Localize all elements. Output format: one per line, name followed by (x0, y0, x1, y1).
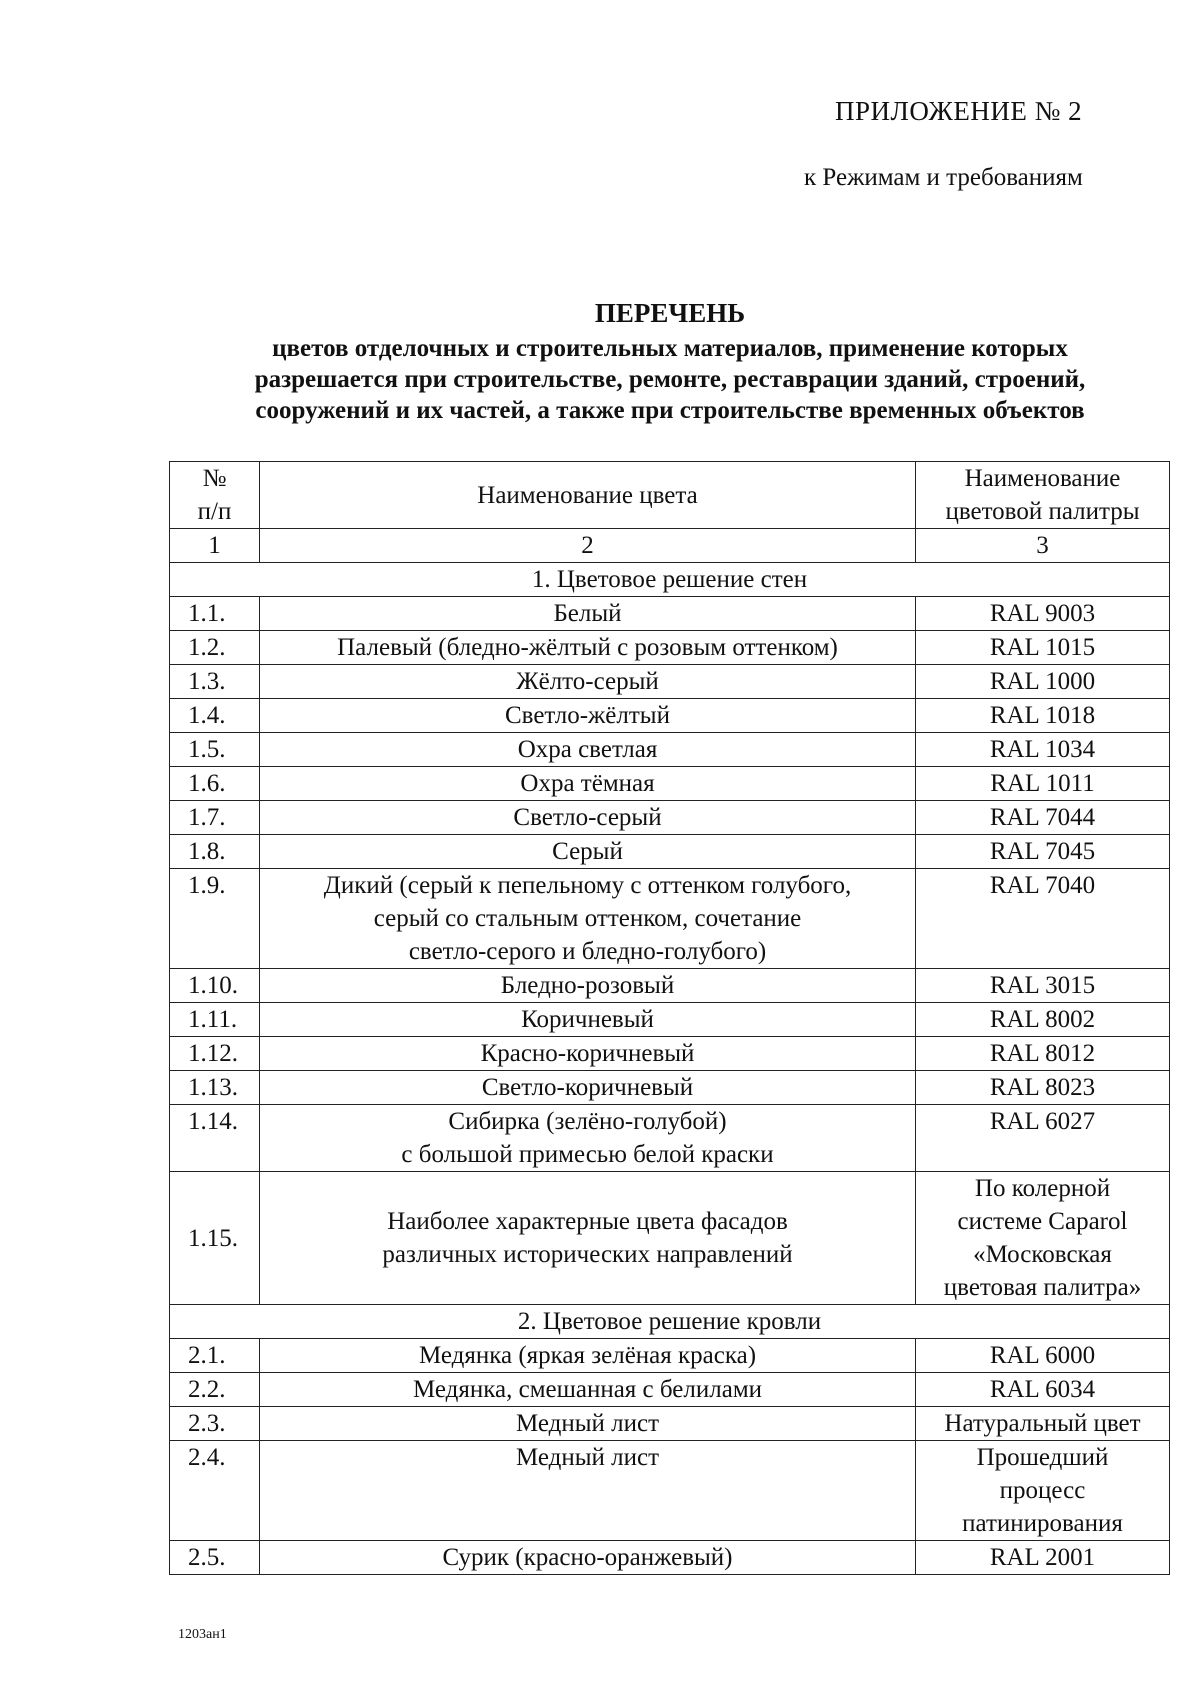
section-title: 1. Цветовое решение стен (170, 563, 1170, 597)
palette-cell (916, 733, 1170, 767)
color-name-line: с большой примесью белой краски (401, 1141, 774, 1168)
row-number: 1.9. (170, 869, 260, 969)
palette-line: RAL 7045 (989, 838, 1096, 865)
table-row (170, 869, 1170, 969)
color-name-cell (260, 801, 916, 835)
palette-line: RAL 8012 (989, 1040, 1096, 1067)
color-name-line: серый со стальным оттенком, сочетание (373, 905, 802, 932)
color-name-cell (260, 631, 916, 665)
palette-line: Натуральный цвет (944, 1410, 1141, 1437)
palette-line: «Московская (973, 1241, 1112, 1268)
table-row (170, 1441, 1170, 1541)
color-name-line: различных исторических направлений (382, 1241, 793, 1268)
color-name-line: Медянка (яркая зелёная краска) (418, 1342, 757, 1369)
row-number: 1.1. (170, 597, 260, 631)
heading-line-3: сооружений и их частей, а также при строительстве временных объектов (255, 397, 1085, 424)
document-heading (160, 296, 1180, 426)
color-name-line: Медный лист (515, 1444, 660, 1471)
palette-line: RAL 9003 (989, 600, 1096, 627)
palette-line: RAL 2001 (989, 1544, 1096, 1571)
row-number: 2.1. (170, 1339, 260, 1373)
row-number: 1.2. (170, 631, 260, 665)
table-row (170, 801, 1170, 835)
palette-cell (916, 1037, 1170, 1071)
color-name-line: Медянка, смешанная с белилами (412, 1376, 763, 1403)
appendix-subtitle: к Режимам и требованиям (804, 164, 1083, 191)
row-number: 1.14. (170, 1105, 260, 1172)
palette-cell (916, 835, 1170, 869)
color-name-line: Наиболее характерные цвета фасадов (387, 1208, 788, 1235)
palette-cell (916, 597, 1170, 631)
palette-line: RAL 1011 (990, 770, 1095, 797)
table-row (170, 699, 1170, 733)
header-palette-cell (916, 462, 1170, 529)
row-number: 1.12. (170, 1037, 260, 1071)
table-row (170, 1037, 1170, 1071)
header-palette-line-2: цветовой палитры (945, 498, 1140, 525)
table-row (170, 733, 1170, 767)
colors-table-body (170, 462, 1170, 1575)
palette-cell (916, 1339, 1170, 1373)
color-name-line: Охра тёмная (520, 770, 655, 797)
color-name-line: Жёлто-серый (516, 668, 659, 695)
row-number: 1.3. (170, 665, 260, 699)
color-name-cell (260, 699, 916, 733)
table-row (170, 631, 1170, 665)
palette-cell (916, 1172, 1170, 1305)
table-row (170, 1105, 1170, 1172)
row-number: 1.6. (170, 767, 260, 801)
color-name-cell (260, 1003, 916, 1037)
color-name-cell (260, 1105, 916, 1172)
table-header-row (170, 462, 1170, 529)
heading-line-2: разрешается при строительстве, ремонте, реставрации зданий, строений, (254, 366, 1086, 393)
column-number-2: 2 (260, 529, 916, 563)
palette-cell (916, 1373, 1170, 1407)
palette-cell (916, 1105, 1170, 1172)
color-name-cell (260, 1071, 916, 1105)
row-number: 2.5. (170, 1541, 260, 1575)
color-name-line: светло-серого и бледно-голубого) (408, 938, 767, 965)
color-name-cell (260, 1407, 916, 1441)
table-row (170, 1373, 1170, 1407)
row-number: 1.13. (170, 1071, 260, 1105)
row-number: 2.4. (170, 1441, 260, 1541)
column-number-3: 3 (916, 529, 1170, 563)
table-row (170, 1003, 1170, 1037)
color-name-line: Красно-коричневый (480, 1040, 695, 1067)
color-name-line: Палевый (бледно-жёлтый с розовым оттенком) (337, 634, 838, 661)
table-row (170, 969, 1170, 1003)
table-row (170, 1071, 1170, 1105)
palette-cell (916, 1407, 1170, 1441)
palette-line: RAL 3015 (989, 972, 1096, 999)
color-name-line: Медный лист (515, 1410, 660, 1437)
row-number: 1.15. (170, 1172, 260, 1305)
column-number-row (170, 529, 1170, 563)
row-number: 1.5. (170, 733, 260, 767)
color-name-cell (260, 1441, 916, 1541)
heading-title: ПЕРЕЧЕНЬ (594, 298, 746, 328)
column-number-1: 1 (170, 529, 260, 563)
color-name-cell (260, 597, 916, 631)
palette-line: RAL 8002 (989, 1006, 1096, 1033)
palette-cell (916, 699, 1170, 733)
table-row (170, 665, 1170, 699)
palette-line: RAL 7044 (989, 804, 1096, 831)
palette-line: RAL 1000 (989, 668, 1096, 695)
header-name-cell: Наименование цвета (260, 462, 916, 529)
palette-cell (916, 1003, 1170, 1037)
palette-line: процесс (999, 1477, 1086, 1504)
palette-cell (916, 801, 1170, 835)
table-row (170, 597, 1170, 631)
row-number: 1.4. (170, 699, 260, 733)
color-name-line: Коричневый (521, 1006, 654, 1033)
color-name-line: Сибирка (зелёно-голубой) (448, 1108, 727, 1135)
palette-cell (916, 665, 1170, 699)
row-number: 1.10. (170, 969, 260, 1003)
color-name-line: Светло-жёлтый (505, 702, 670, 729)
color-name-line: Сурик (красно-оранжевый) (442, 1544, 733, 1571)
color-name-line: Белый (553, 600, 622, 627)
palette-line: RAL 8023 (989, 1074, 1096, 1101)
palette-line: Прошедший (976, 1444, 1109, 1471)
color-name-cell (260, 969, 916, 1003)
palette-cell (916, 969, 1170, 1003)
palette-line: RAL 1015 (989, 634, 1096, 661)
footer-document-code: 1203ан1 (178, 1627, 227, 1642)
color-name-cell (260, 1037, 916, 1071)
color-name-cell (260, 1339, 916, 1373)
color-name-cell (260, 733, 916, 767)
color-name-cell (260, 767, 916, 801)
appendix-title: ПРИЛОЖЕНИЕ № 2 (835, 96, 1083, 126)
palette-cell (916, 767, 1170, 801)
palette-cell (916, 1541, 1170, 1575)
color-name-cell (260, 1541, 916, 1575)
palette-line: системе Caparol (957, 1208, 1128, 1235)
row-number: 1.7. (170, 801, 260, 835)
palette-line: цветовая палитра» (943, 1274, 1142, 1301)
palette-line: RAL 6000 (989, 1342, 1096, 1369)
color-name-cell (260, 665, 916, 699)
table-row (170, 767, 1170, 801)
palette-line: RAL 7040 (989, 872, 1096, 899)
palette-line: RAL 6027 (989, 1108, 1096, 1135)
table-row (170, 1407, 1170, 1441)
row-number: 1.8. (170, 835, 260, 869)
palette-cell (916, 1071, 1170, 1105)
color-name-line: Светло-серый (513, 804, 662, 831)
header-num-line-2: п/п (197, 498, 232, 525)
palette-line: RAL 1018 (989, 702, 1096, 729)
palette-cell (916, 631, 1170, 665)
palette-cell (916, 869, 1170, 969)
color-name-line: Светло-коричневый (481, 1074, 694, 1101)
palette-line: RAL 6034 (989, 1376, 1096, 1403)
color-name-cell (260, 869, 916, 969)
table-row (170, 1541, 1170, 1575)
palette-line: По колерной (974, 1175, 1111, 1202)
color-name-line: Серый (552, 838, 623, 865)
row-number: 2.3. (170, 1407, 260, 1441)
color-name-line: Бледно-розовый (500, 972, 675, 999)
palette-line: патинирования (962, 1510, 1123, 1537)
heading-line-1: цветов отделочных и строительных материалов, применение которых (272, 335, 1068, 362)
header-num-line-1: № (202, 465, 227, 492)
color-name-line: Дикий (серый к пепельному с оттенком голубого, (323, 872, 852, 899)
row-number: 1.11. (170, 1003, 260, 1037)
header-num-cell (170, 462, 260, 529)
table-row (170, 1339, 1170, 1373)
color-name-line: Охра светлая (517, 736, 658, 763)
palette-cell (916, 1441, 1170, 1541)
palette-line: RAL 1034 (989, 736, 1096, 763)
section-row (170, 563, 1170, 597)
row-number: 2.2. (170, 1373, 260, 1407)
color-name-cell (260, 1373, 916, 1407)
table-row (170, 835, 1170, 869)
table-row (170, 1172, 1170, 1305)
color-name-cell (260, 1172, 916, 1305)
colors-table (169, 461, 1170, 1575)
header-palette-line-1: Наименование (964, 465, 1121, 492)
color-name-cell (260, 835, 916, 869)
section-row (170, 1305, 1170, 1339)
section-title: 2. Цветовое решение кровли (170, 1305, 1170, 1339)
